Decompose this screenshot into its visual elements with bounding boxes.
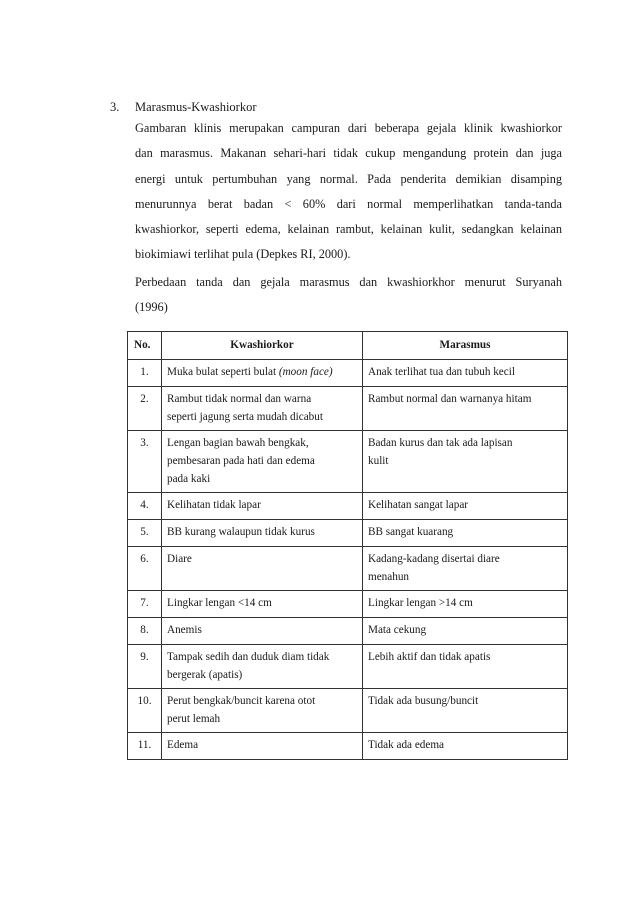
cell-line: pada kaki: [167, 473, 211, 485]
section-heading: [110, 99, 257, 115]
paragraph-clinical-description: [135, 116, 562, 268]
row-number: 3.: [128, 431, 162, 493]
cell-line: Rambut normal dan warnanya hitam: [368, 393, 532, 405]
marasmus-cell: [363, 520, 568, 547]
cell-line: seperti jagung serta mudah dicabut: [167, 411, 323, 423]
table-row: [128, 431, 568, 493]
cell-text-italic: (moon face): [278, 366, 333, 378]
table-row: [128, 547, 568, 591]
section-number: 3.: [110, 100, 120, 114]
row-number: 10.: [128, 689, 162, 733]
cell-line: Edema: [167, 739, 199, 751]
paragraph-line: (1996): [135, 300, 168, 315]
kwashiorkor-cell: [162, 689, 363, 733]
cell-line: bergerak (apatis): [167, 669, 243, 681]
kwashiorkor-cell: [162, 618, 363, 645]
cell-line: BB sangat kuarang: [368, 526, 454, 538]
marasmus-cell: [363, 591, 568, 618]
cell-line: Anak terlihat tua dan tubuh kecil: [368, 366, 515, 378]
cell-line: perut lemah: [167, 713, 221, 725]
table-header-row: [128, 332, 568, 360]
cell-line: Lingkar lengan <14 cm: [167, 597, 272, 609]
marasmus-cell: [363, 618, 568, 645]
paragraph-line: menurunnya berat badan < 60% dari normal memperlihatkan tanda-tanda: [135, 196, 562, 211]
table-row: [128, 493, 568, 520]
paragraph-comparison-intro: [135, 270, 562, 321]
paragraph-line: kwashiorkor, seperti edema, kelainan rambut, kelainan kulit, sedangkan kelainan: [135, 222, 562, 237]
cell-line: Perut bengkak/buncit karena otot: [167, 695, 316, 707]
paragraph-line: dan marasmus. Makanan sehari-hari tidak cukup mengandung protein dan juga: [135, 146, 562, 161]
kwashiorkor-cell: [162, 431, 363, 493]
cell-line: BB kurang walaupun tidak kurus: [167, 526, 315, 538]
row-number: 7.: [128, 591, 162, 618]
marasmus-cell: [363, 493, 568, 520]
table-row: [128, 733, 568, 760]
table-row: [128, 520, 568, 547]
table-row: [128, 689, 568, 733]
cell-line: Kelihatan tidak lapar: [167, 499, 261, 511]
table-row: [128, 591, 568, 618]
header-kwashiorkor: Kwashiorkor: [162, 332, 363, 360]
row-number: 9.: [128, 645, 162, 689]
cell-line: [167, 363, 357, 381]
table-row: [128, 645, 568, 689]
kwashiorkor-cell: [162, 733, 363, 760]
row-number: 2.: [128, 387, 162, 431]
cell-line: Rambut tidak normal dan warna: [167, 393, 312, 405]
cell-line: Lingkar lengan >14 cm: [368, 597, 473, 609]
cell-line: menahun: [368, 571, 410, 583]
marasmus-cell: [363, 431, 568, 493]
kwashiorkor-cell: [162, 520, 363, 547]
cell-line: kulit: [368, 455, 389, 467]
marasmus-cell: [363, 689, 568, 733]
table-body: [128, 360, 568, 760]
cell-line: Tidak ada edema: [368, 739, 445, 751]
cell-line: Tampak sedih dan duduk diam tidak: [167, 651, 330, 663]
kwashiorkor-cell: [162, 547, 363, 591]
section-title: Marasmus-Kwashiorkor: [135, 100, 257, 114]
cell-line: Anemis: [167, 624, 202, 636]
cell-line: Kelihatan sangat lapar: [368, 499, 469, 511]
cell-line: Lengan bagian bawah bengkak,: [167, 437, 309, 449]
cell-line: Lebih aktif dan tidak apatis: [368, 651, 491, 663]
kwashiorkor-cell: [162, 493, 363, 520]
table-row: [128, 387, 568, 431]
row-number: 11.: [128, 733, 162, 760]
kwashiorkor-cell: [162, 387, 363, 431]
cell-line: Tidak ada busung/buncit: [368, 695, 479, 707]
marasmus-cell: [363, 547, 568, 591]
table-row: [128, 618, 568, 645]
kwashiorkor-cell: [162, 645, 363, 689]
cell-text: Muka bulat seperti bulat: [167, 366, 279, 378]
paragraph-line: Gambaran klinis merupakan campuran dari beberapa gejala klinik kwashiorkor: [135, 121, 562, 135]
paragraph-line: Perbedaan tanda dan gejala marasmus dan kwashiorkhor menurut Suryanah: [135, 275, 562, 289]
row-number: 8.: [128, 618, 162, 645]
cell-line: pembesaran pada hati dan edema: [167, 455, 315, 467]
marasmus-cell: [363, 733, 568, 760]
cell-line: Diare: [167, 553, 192, 565]
row-number: 5.: [128, 520, 162, 547]
cell-line: Kadang-kadang disertai diare: [368, 553, 500, 565]
comparison-table: [127, 331, 568, 760]
kwashiorkor-cell: [162, 360, 363, 387]
paragraph-line: biokimiawi terlihat pula (Depkes RI, 2000).: [135, 247, 351, 262]
table-row: [128, 360, 568, 387]
marasmus-cell: [363, 360, 568, 387]
cell-line: Badan kurus dan tak ada lapisan: [368, 437, 513, 449]
header-no: No.: [128, 332, 162, 360]
row-number: 1.: [128, 360, 162, 387]
kwashiorkor-cell: [162, 591, 363, 618]
cell-line: Mata cekung: [368, 624, 427, 636]
paragraph-line: energi untuk pertumbuhan yang normal. Pada penderita demikian disamping: [135, 171, 562, 186]
marasmus-cell: [363, 645, 568, 689]
row-number: 6.: [128, 547, 162, 591]
row-number: 4.: [128, 493, 162, 520]
header-marasmus: Marasmus: [363, 332, 568, 360]
marasmus-cell: [363, 387, 568, 431]
